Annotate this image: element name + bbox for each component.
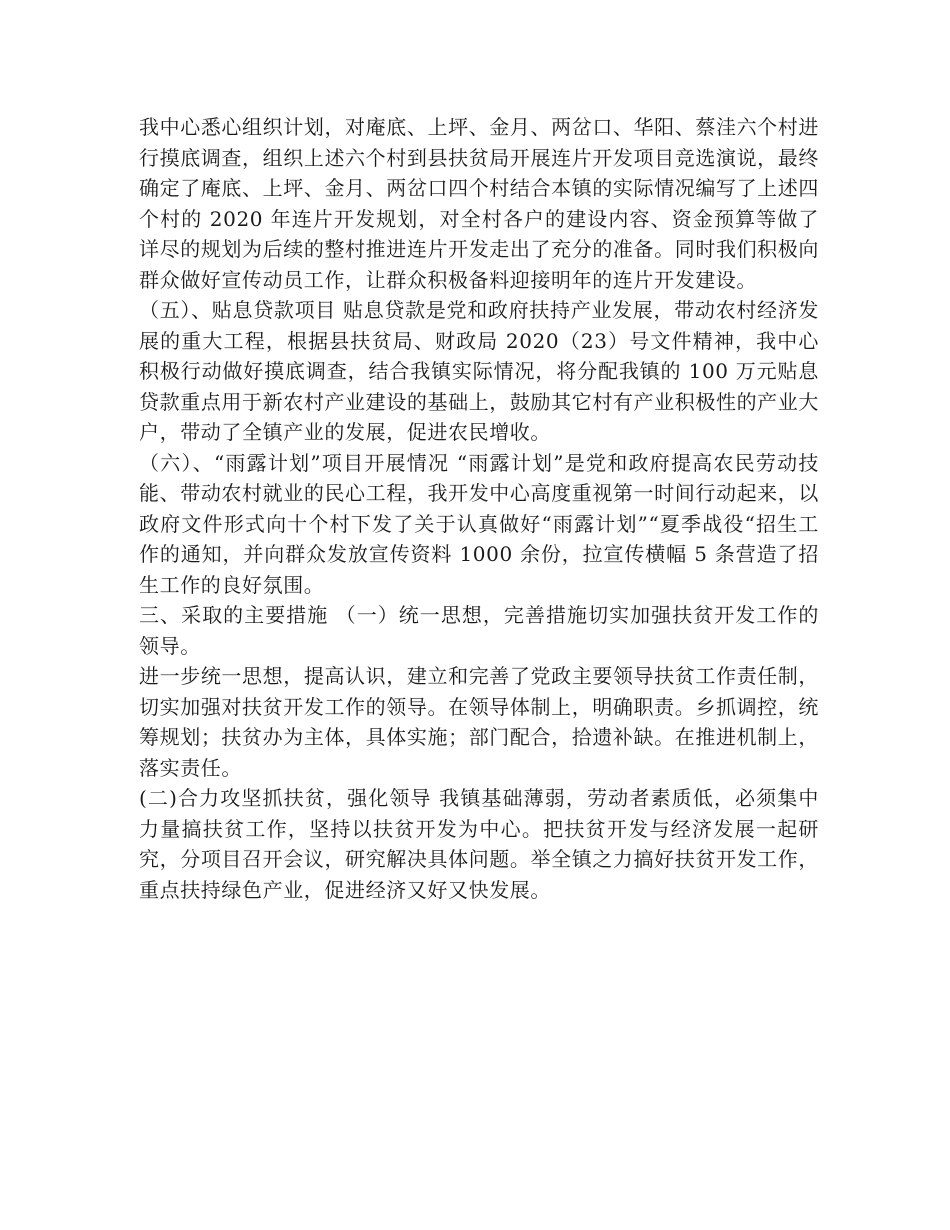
paragraph-subsidized-loans: （五）、贴息贷款项目 贴息贷款是党和政府扶持产业发展，带动农村经济发展的重大工程，根据县扶贫局、财政局 2020（23）号文件精神，我中心积极行动做好摸底调查，结合我镇实际情况，将分配我镇的 100 万元贴息贷款重点用于新农村产业建设的基础上，鼓励其它村有产业积极性的产业大户，带动了全镇产业的发展，促进农民增收。: [139, 298, 819, 444]
paragraph-joint-effort: (二)合力攻坚抓扶贫，强化领导 我镇基础薄弱，劳动者素质低，必须集中力量搞扶贫工作，坚持以扶贫开发为中心。把扶贫开发与经济发展一起研究，分项目召开会议，研究解决具体问题。举全镇之力搞好扶贫开发工作，重点扶持绿色产业，促进经济又好又快发展。: [139, 786, 819, 902]
document-page: [139, 112, 819, 905]
paragraph-unify-thinking: 进一步统一思想，提高认识，建立和完善了党政主要领导扶贫工作责任制，切实加强对扶贫开发工作的领导。在领导体制上，明确职责。乡抓调控，统筹规划；扶贫办为主体，具体实施；部门配合，拾遗补缺。在推进机制上，落实责任。: [139, 664, 819, 780]
paragraph-yulu-plan: （六）、“雨露计划”项目开展情况 “雨露计划”是党和政府提高农民劳动技能、带动农村就业的民心工程，我开发中心高度重视第一时间行动起来，以政府文件形式向十个村下发了关于认真做好“雨露计划”“夏季战役“招生工作的通知，并向群众发放宣传资料 1000 余份，拉宣传横幅 5 条营造了招生工作的良好氛围。: [139, 450, 819, 597]
paragraph-village-survey: 我中心悉心组织计划，对庵底、上坪、金月、两岔口、华阳、蔡洼六个村进行摸底调查，组织上述六个村到县扶贫局开展连片开发项目竞选演说，最终确定了庵底、上坪、金月、两岔口四个村结合本镇的实际情况编写了上述四个村的 2020 年连片开发规划，对全村各户的建设内容、资金预算等做了详尽的规划为后续的整村推进连片开发走出了充分的准备。同时我们积极向群众做好宣传动员工作，让群众积极备料迎接明年的连片开发建设。: [139, 115, 819, 292]
section-heading-main-measures: 三、采取的主要措施 （一）统一思想，完善措施切实加强扶贫开发工作的领导。: [139, 603, 819, 658]
